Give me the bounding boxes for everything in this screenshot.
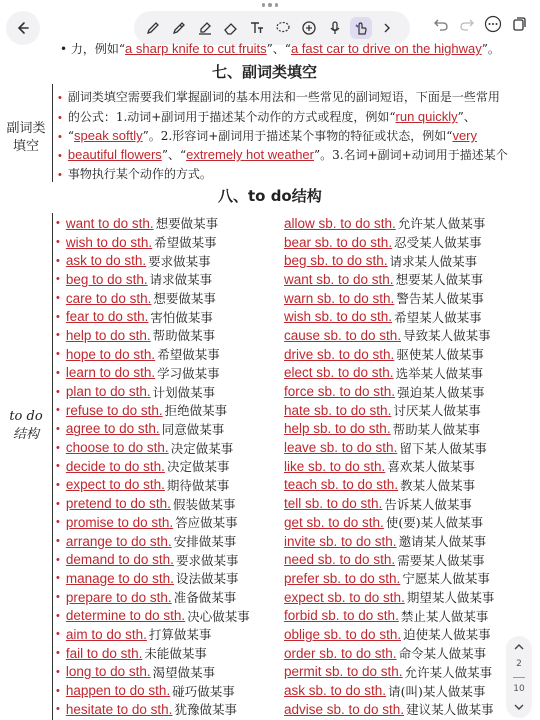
phrase-chinese: 希望某人做某事 [394,309,482,325]
phrase-chinese: 允许某人做某事 [404,664,493,680]
phrase-chinese: 设法做某事 [175,571,239,587]
example-link: a fast car to drive on the highway [290,41,482,56]
section-7-line: • 事物执行某个动作的方式。 [58,167,212,181]
phrase-english: aim to do sth. [65,626,147,642]
bullet: • [56,441,60,454]
phrase-english: beg to do sth. [65,271,148,287]
phrase-item [284,438,510,457]
mic-icon [327,20,343,36]
phrase-chinese: 想要做某事 [155,216,219,232]
phrase-english: promise to do sth. [65,514,174,530]
phrase-chinese: 帮助某人做某事 [392,421,481,437]
top-line-prefix: • 力，例如“ [60,42,126,56]
paragraph-text: ”。3.名词+副词+动词用于描述某个 [314,148,508,162]
phrase-item [56,476,278,495]
bullet: • [56,665,60,678]
phrase-item [284,494,510,513]
phrase-english: arrange to do sth. [65,533,172,549]
section-7-line: • 的公式：1.动词+副词用于描述某个动作的方式或程度，例如“run quickly”、 [58,109,476,124]
phrase-chinese: 准备做某事 [173,590,237,606]
phrase-chinese: 害怕做某事 [150,309,213,325]
phrase-chinese: 强迫某人做某事 [397,384,485,400]
bullet: • [56,236,60,249]
phrase-english: drive sb. to do sth. [284,346,395,362]
phrase-item [56,532,278,551]
phrase-item [284,663,510,682]
phrase-item [56,345,278,364]
section-7-line: • 副词类填空需要我们掌握副词的基本用法和一些常见的副词短语，下面是一些常用 [58,90,500,104]
phrase-english: happen to do sth. [65,683,171,699]
total-pages: 10 [513,684,525,695]
phrase-item [284,606,510,625]
phrase-chinese: 犹豫做某事 [174,702,237,718]
add-icon [301,20,317,36]
drag-handle[interactable] [262,3,278,7]
phrase-item [284,326,510,345]
phrase-chinese: 计划做某事 [152,384,216,400]
bullet: • [56,647,60,660]
phrase-english: prepare to do sth. [65,589,172,605]
phrase-item [56,382,278,401]
section-7-divider [52,84,53,182]
phrase-chinese: 假装做某事 [172,496,236,512]
bullet: • [56,404,60,417]
phrase-chinese: 命令某人做某事 [398,646,487,662]
section-7-line: • beautiful flowers”、“extremely hot weather”。3.名词+副词+动词用于描述某个 [58,147,508,162]
phrase-item [284,550,510,569]
phrase-english: decide to do sth. [65,458,165,474]
phrase-item [56,420,278,439]
pencil-icon [171,20,187,36]
phrase-item [284,569,510,588]
phrase-item [284,532,510,551]
bullet: • [56,348,60,361]
phrase-chinese: 喜欢某人做某事 [387,459,475,475]
bullet: • [56,460,60,473]
undo-button[interactable] [432,15,450,33]
paragraph-text: ”。2.形容词+副词用于描述某个事物的特征或状态，例如“ [142,129,453,143]
phrase-item [56,251,278,270]
example-link: a sharp knife to cut fruits [125,41,267,56]
phrase-english: leave sb. to do sth. [284,440,398,456]
phrase-chinese: 希望做某事 [154,235,217,251]
example-link: beautiful flowers [67,147,162,162]
top-line-mid: ”、“ [266,42,291,56]
redo-button[interactable] [458,15,476,33]
pages-button[interactable] [510,15,528,33]
phrase-chinese: 请(叫)某人做某事 [388,683,486,699]
phrase-chinese: 碰巧做某事 [172,683,235,699]
phrase-chinese: 想要做某事 [153,291,216,307]
phrase-english: ask to do sth. [65,253,147,269]
bullet: • [56,422,60,435]
chevron-right-icon [381,22,393,34]
side-label-line: 结构 [12,427,39,442]
chevron-up-icon[interactable] [513,642,525,652]
phrase-item [56,513,278,532]
phrase-english: warn sb. to do sth. [284,290,395,306]
phrase-english: elect sb. to do sth. [284,365,394,381]
phrase-english: allow sb. to do sth. [284,215,396,231]
phrase-english: wish to do sth. [65,234,153,250]
phrase-chinese: 需要某人做某事 [397,552,485,568]
highlighter-finger-icon [353,20,369,36]
phrase-item [284,345,510,364]
bullet: • [56,684,60,697]
phrase-english: like sb. to do sth. [284,458,386,474]
phrase-chinese: 请求某人做某事 [389,253,478,269]
phrase-chinese: 禁止某人做某事 [400,608,489,624]
phrase-english: oblige sb. to do sth. [284,626,402,642]
phrase-english: refuse to do sth. [65,402,163,418]
phrase-item [56,401,278,420]
phrase-chinese: 告诉某人做某事 [384,496,472,512]
phrase-english: determine to do sth. [65,608,186,624]
phrase-item [56,663,278,682]
phrase-english: care to do sth. [65,290,152,306]
phrase-chinese: 导致某人做某事 [403,328,491,344]
bullet: • [56,497,60,510]
phrase-item [284,364,510,383]
phrase-item [284,588,510,607]
phrase-chinese: 驱使某人做某事 [396,347,484,363]
bullet: • [56,591,60,604]
phrase-chinese: 答应做某事 [175,515,238,531]
phrase-item [284,625,510,644]
phrase-item [56,644,278,663]
section-7-title: 七、副词类填空 [212,63,318,81]
paragraph-text: 副词类填空需要我们掌握副词的基本用法和一些常见的副词短语，下面是一些常用 [67,90,500,104]
phrase-chinese: 教某人做某事 [400,477,476,493]
phrase-english: expect sb. to do sth. [284,589,405,605]
phrase-item [56,233,278,252]
paragraph-text: 事物执行某个动作的方式。 [67,167,212,181]
bullet: • [56,366,60,379]
bullet: • [56,329,60,342]
phrase-english: wish sb. to do sth. [284,309,393,325]
example-link: speak softly [74,128,143,143]
phrase-chinese: 想要某人做某事 [395,272,484,288]
to-do-list-right [284,214,510,719]
paragraph-text: 的公式：1.动词+副词用于描述某个动作的方式或程度，例如“ [67,110,396,124]
phrase-chinese: 决定做某事 [166,459,230,475]
section-8-divider [52,213,53,720]
phrase-item [56,289,278,308]
phrase-english: plan to do sth. [65,384,151,400]
back-arrow-icon [16,21,30,35]
section-7-side-label [4,120,48,156]
section-8-title: 八、to do结构 [218,187,322,205]
phrase-english: permit sb. to do sth. [284,664,403,680]
phrase-item [284,382,510,401]
section-7-line: • “speak softly”。2.形容词+副词用于描述某个事物的特征或状态，例如“very [58,128,477,143]
phrase-english: fear to do sth. [65,309,149,325]
undo-icon [433,16,449,32]
bullet: • [56,310,60,323]
phrase-item [56,270,278,289]
phrase-item [56,625,278,644]
phrase-chinese: 警告某人做某事 [396,291,484,307]
side-label-line: to do [9,409,43,424]
lasso-icon [275,20,291,36]
phrase-item [56,364,278,383]
bullet: • [56,628,60,641]
phrase-english: want to do sth. [65,215,154,231]
phrase-english: hope to do sth. [65,346,156,362]
phrase-english: help sb. to do sth. [284,421,391,437]
redo-icon [459,16,475,32]
phrase-item [284,270,510,289]
page-separator [513,677,525,678]
eraser-icon [223,20,239,36]
phrase-english: pretend to do sth. [65,496,171,512]
phrase-english: fail to do sth. [65,645,143,661]
phrase-chinese: 讨厌某人做某事 [393,403,481,419]
phrase-chinese: 邀请某人做某事 [398,534,487,550]
phrase-chinese: 使(要)某人做某事 [385,515,484,531]
phrase-english: teach sb. to do sth. [284,477,399,493]
phrase-item [56,457,278,476]
phrase-item [284,251,510,270]
bullet: • [56,572,60,585]
side-label-line: 填空 [12,139,39,154]
phrase-chinese: 拒绝做某事 [164,403,228,419]
phrase-chinese: 学习做某事 [157,365,220,381]
bullet: • [56,478,60,491]
phrase-english: long to do sth. [65,664,151,680]
phrase-english: cause sb. to do sth. [284,327,402,343]
page-navigator [506,636,532,718]
bullet: • [56,292,60,305]
phrase-chinese: 希望做某事 [157,347,220,363]
phrase-item [284,289,510,308]
phrase-item [56,550,278,569]
example-link: very [452,128,477,143]
bullet: • [56,609,60,622]
phrase-chinese: 期待做某事 [166,477,230,493]
phrase-chinese: 忍受某人做某事 [394,235,482,251]
bullet: • [56,703,60,716]
phrase-english: learn to do sth. [65,365,156,381]
bullet: • [56,516,60,529]
phrase-chinese: 期望某人做某事 [406,590,495,606]
phrase-english: tell sb. to do sth. [284,496,383,512]
phrase-english: get sb. to do sth. [284,514,384,530]
example-link: run quickly [395,109,458,124]
phrase-english: order sb. to do sth. [284,645,397,661]
more-button[interactable] [484,15,502,33]
phrase-english: force sb. to do sth. [284,384,396,400]
phrase-english: demand to do sth. [65,552,174,568]
phrase-chinese: 帮助做某事 [152,328,216,344]
chevron-down-icon[interactable] [513,702,525,712]
phrase-english: invite sb. to do sth. [284,533,397,549]
phrase-english: hate sb. to do sth. [284,402,392,418]
phrase-english: choose to do sth. [65,440,169,456]
phrase-chinese: 选举某人做某事 [395,365,484,381]
side-label-line: 副词类 [6,121,46,136]
phrase-chinese: 安排做某事 [173,534,237,550]
paragraph-text: ”、 [457,110,476,124]
phrase-item [56,326,278,345]
phrase-chinese: 同意做某事 [161,421,225,437]
phrase-chinese: 建议某人做某事 [406,702,494,718]
phrase-item [284,513,510,532]
paragraph-text: ”、“ [161,148,187,162]
phrase-chinese: 渴望做某事 [152,664,216,680]
current-page: 2 [516,658,522,669]
phrase-item [56,681,278,700]
phrase-english: manage to do sth. [65,570,174,586]
phrase-item [284,307,510,326]
phrase-item [284,420,510,439]
phrase-item [56,214,278,233]
phrase-item [284,644,510,663]
phrase-item [56,700,278,719]
bullet: • [56,273,60,286]
bullet: • [56,217,60,230]
phrase-chinese: 要求做某事 [175,552,239,568]
phrase-item [56,606,278,625]
phrase-chinese: 决定做某事 [170,440,234,456]
phrase-item [56,307,278,326]
phrase-english: help to do sth. [65,327,151,343]
phrase-english: ask sb. to do sth. [284,683,387,699]
phrase-chinese: 留下某人做某事 [399,440,487,456]
phrase-item [284,214,510,233]
section-8-side-label [4,408,48,444]
phrase-chinese: 允许某人做某事 [397,216,486,232]
phrase-chinese: 决心做某事 [187,608,250,624]
phrase-item [284,233,510,252]
phrase-english: want sb. to do sth. [284,271,394,287]
bullet: • [56,254,60,267]
phrase-english: beg sb. to do sth. [284,253,388,269]
phrase-english: agree to do sth. [65,421,160,437]
phrase-item [56,438,278,457]
right-toolbar [432,15,528,33]
bullet: • [56,553,60,566]
phrase-chinese: 请求做某事 [149,272,213,288]
phrase-chinese: 打算做某事 [148,627,212,643]
phrase-item [284,476,510,495]
phrase-item [284,457,510,476]
text-icon [249,20,265,36]
phrase-chinese: 未能做某事 [144,646,207,662]
paragraph-text: “ [67,129,74,143]
phrase-chinese: 要求做某事 [148,253,211,269]
phrase-item [56,569,278,588]
top-line [60,40,500,57]
bullet: • [56,535,60,548]
pen-icon [145,20,161,36]
example-link: extremely hot weather [186,147,314,162]
phrase-item [284,700,510,719]
phrase-english: need sb. to do sth. [284,552,396,568]
phrase-item [56,494,278,513]
phrase-english: advise sb. to do sth. [284,701,405,717]
phrase-chinese: 宁愿某人做某事 [402,571,490,587]
note-page[interactable] [0,36,540,720]
marker-icon [197,20,213,36]
phrase-english: hesitate to do sth. [65,701,173,717]
pages-icon [511,16,527,32]
phrase-chinese: 迫使某人做某事 [403,627,491,643]
phrase-english: prefer sb. to do sth. [284,570,401,586]
phrase-item [284,681,510,700]
phrase-english: expect to do sth. [65,477,165,493]
more-icon [484,15,502,33]
top-line-suffix: ”。 [481,42,500,56]
phrase-item [284,401,510,420]
to-do-list-left [56,214,278,719]
phrase-english: bear sb. to do sth. [284,234,393,250]
phrase-english: forbid sb. to do sth. [284,608,399,624]
bullet: • [56,385,60,398]
phrase-item [56,588,278,607]
